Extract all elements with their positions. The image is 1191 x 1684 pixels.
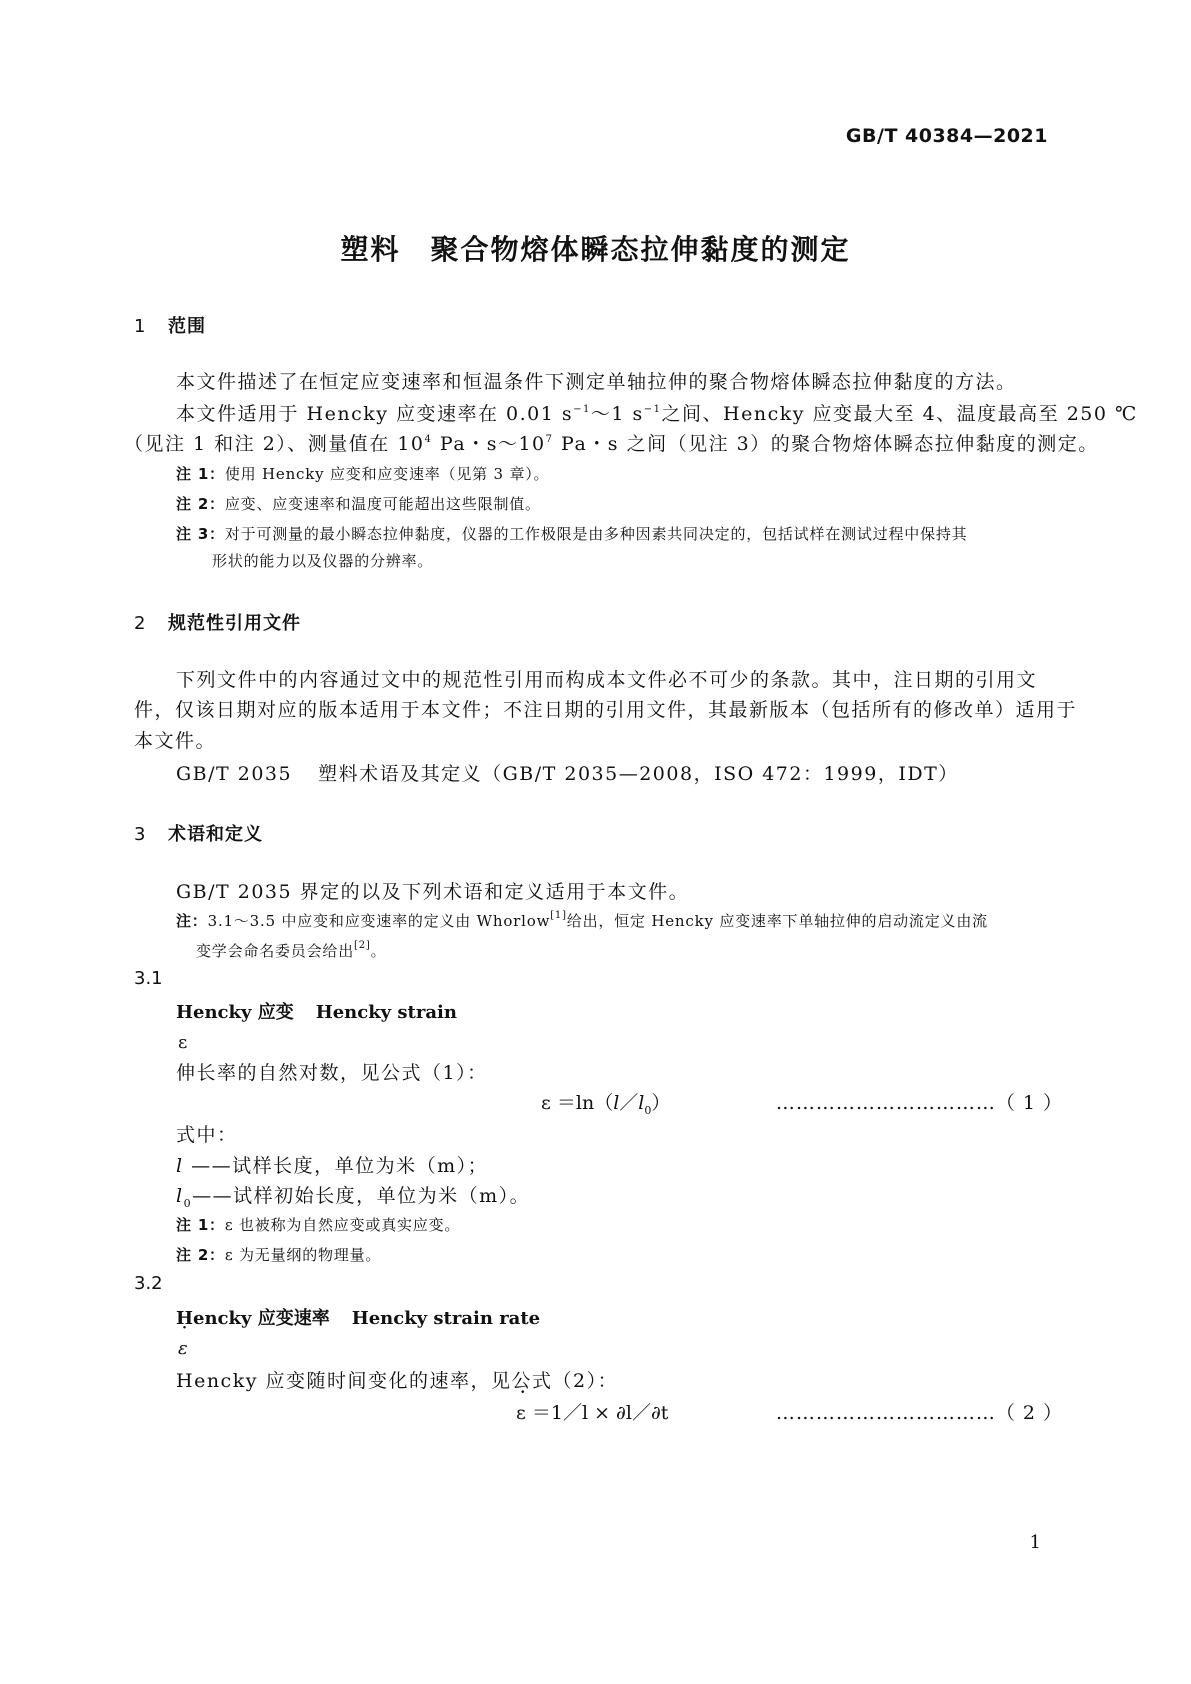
superscript: 4 [424,434,433,445]
definition: 伸长率的自然对数，见公式（1）： [176,1062,488,1084]
superscript: −1 [643,404,662,415]
text-run: 本文件适用于 Hencky 应变速率在 0.01 s [176,403,574,425]
reference-title: 塑料术语及其定义（GB/T 2035—2008，ISO 472：1999，IDT） [318,763,959,785]
formula-part: ） [651,1092,671,1114]
note [176,910,988,931]
equation-number: ……………………………（ 1 ） [775,1092,1063,1114]
note [176,1244,381,1265]
note-continuation: 形状的能力以及仪器的分辨率。 [212,552,434,570]
term [176,1304,540,1330]
note [176,463,549,484]
formula-1 [541,1088,670,1117]
variable-definition [176,1181,530,1210]
standard-number: GB/T 40384—2021 [845,125,1048,147]
definition: Hencky 应变随时间变化的速率，见公式（2）： [176,1370,619,1392]
section-title: 规范性引用文件 [168,613,301,634]
variable-symbol: l [176,1185,184,1207]
note-label: 注 3： [176,525,225,543]
clause-number: 3.2 [134,1273,163,1294]
note-text: 。 [370,942,387,960]
epsilon-dot-symbol: ˙ ε [178,1338,188,1359]
section-2-heading [134,609,301,635]
note-continuation [196,940,386,961]
note-text: 3.1～3.5 中应变和应变速率的定义由 Whorlow [207,912,551,930]
variable-text: ——试样初始长度，单位为米（m）。 [192,1185,531,1207]
note-text: ε 也被称为自然应变或真实应变。 [224,1216,461,1234]
note [176,1214,460,1235]
formula-var: l [638,1092,645,1114]
note-label: 注 2： [176,1246,225,1264]
section-title: 术语和定义 [168,824,263,845]
paragraph: 本文件。 [134,730,217,752]
note-text: 给出，恒定 Hencky 应变速率下单轴拉伸的启动流定义由流 [566,912,988,930]
text-run: 之间、Hencky 应变最大至 4、温度最高至 250 ℃ [661,403,1138,425]
formula-part: ／ [619,1092,639,1114]
where-label: 式中： [176,1124,238,1146]
note-text: 对于可测量的最小瞬态拉伸黏度，仪器的工作极限是由多种因素共同决定的，包括试样在测试过程中保持其 [224,525,968,543]
paragraph: 件，仅该日期对应的版本适用于本文件；不注日期的引用文件，其最新版本（包括所有的修改单）适用于 [134,699,1078,721]
formula-part: ε ＝ln（ [541,1092,614,1114]
section-3-heading [134,820,263,846]
paragraph: 下列文件中的内容通过文中的规范性引用而构成本文件必不可少的条款。其中，注日期的引用文 [176,669,1038,691]
note [176,493,541,514]
term-english: Hencky strain [315,1002,457,1023]
note-label: 注 1： [176,1216,225,1234]
section-number: 2 [134,613,147,634]
term-chinese: Hencky 应变速率 [176,1308,330,1329]
text-run: Pa・s～10 [432,433,546,455]
note-label: 注 1： [176,465,225,483]
section-title: 范围 [168,316,206,337]
clause-number: 3.1 [134,968,163,989]
variable-text: ——试样长度，单位为米（m）； [183,1155,489,1177]
variable-definition [176,1151,488,1178]
paragraph [124,429,1099,456]
subscript: 0 [183,1196,193,1210]
note [176,523,967,544]
formula-2 [516,1398,668,1425]
citation: [1] [550,910,567,921]
term-symbol: ε [178,1032,188,1053]
paragraph: GB/T 2035 界定的以及下列术语和定义适用于本文件。 [176,881,690,903]
reference-entry [176,759,959,786]
epsilon-dot: ˙ ε [516,1402,526,1424]
note-text: ε 为无量纲的物理量。 [224,1246,382,1264]
text-run: ～1 s [590,403,644,425]
note-text: 使用 Hencky 应变和应变速率（见第 3 章）。 [224,465,550,483]
section-number: 1 [134,316,147,337]
superscript: −1 [573,404,591,415]
note-text: 变学会命名委员会给出 [196,942,355,960]
paragraph: 本文件描述了在恒定应变速率和恒温条件下测定单轴拉伸的聚合物熔体瞬态拉伸黏度的方法。 [176,371,1017,393]
variable-symbol: l [176,1155,184,1177]
note-label: 注： [176,912,208,930]
note-text: 应变、应变速率和温度可能超出这些限制值。 [224,495,541,513]
section-number: 3 [134,824,147,845]
text-run: （见注 1 和注 2）、测量值在 10 [124,433,425,455]
formula-part: ＝1／l × ∂l／∂t [525,1402,669,1424]
term-english: Hencky strain rate [351,1308,541,1329]
text-run: Pa・s 之间（见注 3）的聚合物熔体瞬态拉伸黏度的测定。 [553,433,1099,455]
superscript: 7 [545,434,554,445]
citation: [2] [354,940,371,951]
formula-var: l [613,1092,620,1114]
document-title: 塑料 聚合物熔体瞬态拉伸黏度的测定 [340,233,851,266]
term-chinese: Hencky 应变 [176,1002,294,1023]
term-symbol [178,1338,188,1359]
note-label: 注 2： [176,495,225,513]
paragraph [176,399,1138,426]
page-number: 1 [1029,1532,1041,1553]
equation-number: ……………………………（ 2 ） [775,1402,1063,1424]
subscript: 0 [644,1103,652,1117]
reference-code: GB/T 2035 [176,763,293,785]
term [176,998,457,1024]
section-1-heading [134,312,206,338]
